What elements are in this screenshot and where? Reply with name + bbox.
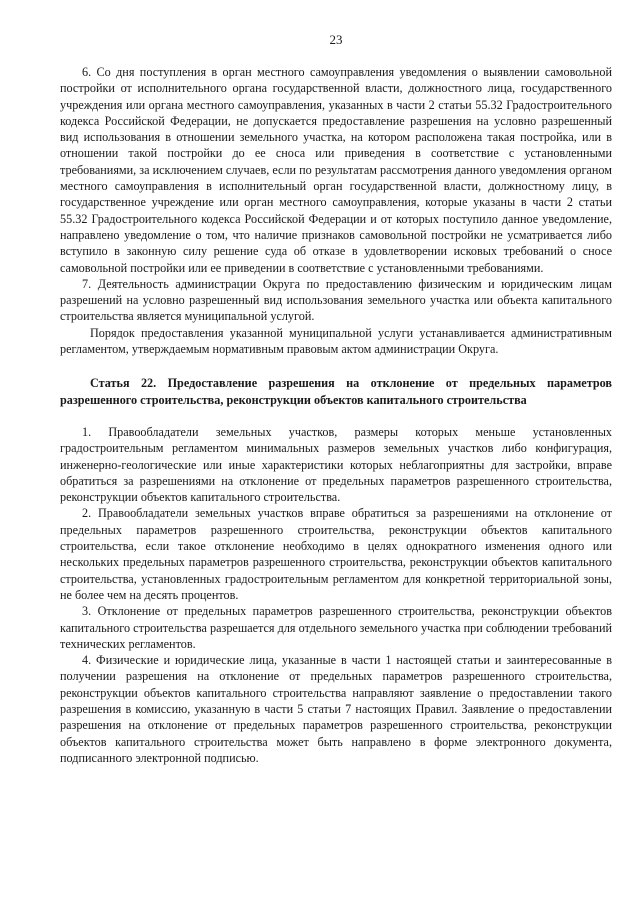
article-22-heading: Статья 22. Предоставление разрешения на отклонение от предельных параметров разрешенного строительства, реконструкции объектов капитального строительства (60, 376, 612, 407)
paragraph-7: 7. Деятельность администрации Округа по предоставлению физическим и юридическим лицам разрешений на условно разрешенный вид использования земельного участка или объекта капитального строительства является муниципальной услугой. (60, 276, 612, 324)
article-22-paragraph-1: 1. Правообладатели земельных участков, размеры которых меньше установленных градостроительным регламентом минимальных размеров земельных участков либо конфигурация, инженерно-геологические или иные характеристики которых неблагоприятны для застройки, вправе обратиться за разрешениями на отклонение от предельных параметров разрешенного строительства, реконструкции объектов капитального строительства. (60, 424, 612, 505)
page-number: 23 (329, 32, 343, 47)
page-content (60, 64, 612, 766)
article-22-paragraph-2: 2. Правообладатели земельных участков вправе обратиться за разрешениями на отклонение от предельных параметров разрешенного строительства, реконструкции объектов капитального строительства, если такое отклонение необходимо в целях однократного изменения одного или нескольких предельных параметров разрешенного строительства, реконструкции объектов капитального строительства, установленных градостроительным регламентом для конкретной территориальной зоны, не более чем на десять процентов. (60, 506, 612, 602)
paragraph-6: 6. Со дня поступления в орган местного самоуправления уведомления о выявлении самовольной постройки от исполнительного органа государственной власти, должностного лица, государственного учреждения или органа местного самоуправления, указанных в части 2 статьи 55.32 Градостроительного кодекса Российской Федерации, не допускается предоставление разрешения на условно разрешенный вид использования в отношении земельного участка, на котором расположена такая постройка, или в отношении такой постройки до ее сноса или приведения в соответствие с установленными требованиями, за исключением случаев, если по результатам рассмотрения данного уведомления органом местного самоуправления в исполнительный орган государственной власти, должностному лицу, в государственное учреждение или орган местного самоуправления, которые указаны в части 2 статьи 55.32 Градостроительного кодекса Российской Федерации и от которых поступило данное уведомление, направлено уведомление о том, что наличие признаков самовольной постройки не усматривается либо вступило в законную силу решение суда об отказе в удовлетворении исковых требований о сносе самовольной постройки или ее приведении в соответствие с установленными требованиями. (60, 65, 612, 275)
article-22-paragraph-3: 3. Отклонение от предельных параметров разрешенного строительства, реконструкции объектов капитального строительства разрешается для отдельного земельного участка при соблюдении требований технических регламентов. (60, 604, 612, 651)
paragraph-procedure: Порядок предоставления указанной муниципальной услуги устанавливается административным регламентом, утверждаемым нормативным правовым актом администрации Округа. (60, 325, 612, 357)
article-22-paragraph-4: 4. Физические и юридические лица, указанные в части 1 настоящей статьи и заинтересованные в получении разрешения на отклонение от предельных параметров разрешенного строительства, реконструкции объектов капитального строительства направляют заявление о предоставлении такого разрешения в комиссию, указанную в части 5 статьи 7 настоящих Правил. Заявление о предоставлении разрешения на отклонение от предельных параметров разрешенного строительства, реконструкции объектов капитального строительства может быть направлено в форме электронного документа, подписанного электронной подписью. (60, 653, 612, 765)
